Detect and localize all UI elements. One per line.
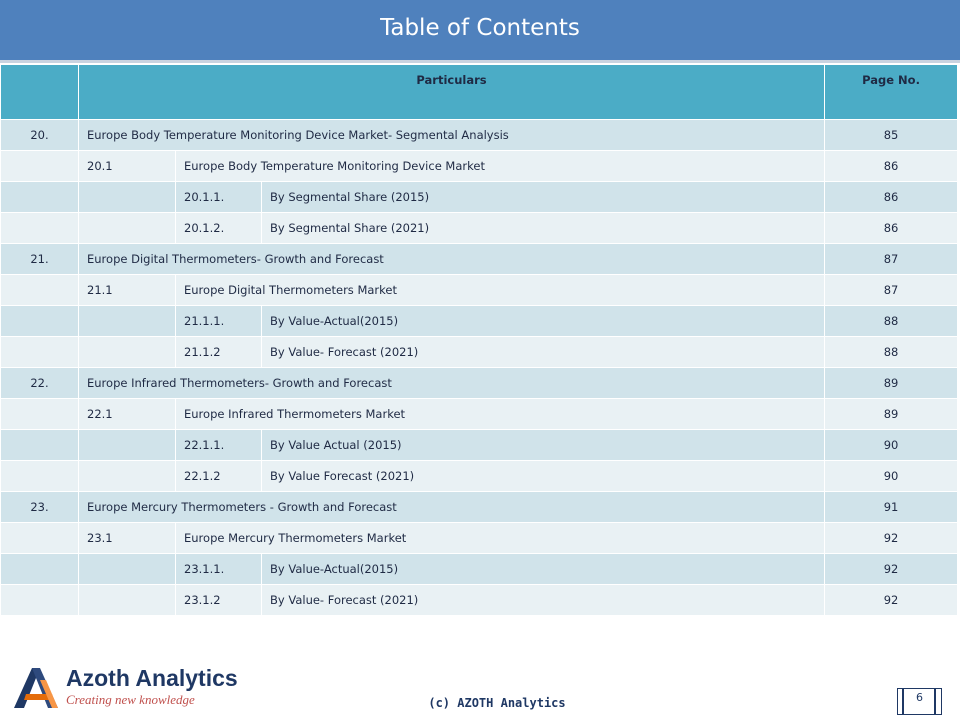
toc-section-number: 22. [1,368,79,399]
toc-row [1,244,958,275]
toc-item-title: By Value Forecast (2021) [262,461,825,492]
toc-item-title: By Value-Actual(2015) [262,554,825,585]
toc-row [1,399,958,430]
toc-row [1,275,958,306]
toc-subsection-title: Europe Digital Thermometers Market [176,275,825,306]
toc-empty-cell [79,182,176,213]
toc-subsection-title: Europe Body Temperature Monitoring Device Market [176,151,825,182]
toc-item-number: 23.1.1. [176,554,262,585]
toc-page-number: 85 [825,120,958,151]
toc-page-number: 90 [825,461,958,492]
toc-item-title: By Value- Forecast (2021) [262,337,825,368]
toc-empty-cell [79,337,176,368]
toc-empty-cell [79,306,176,337]
toc-section-number: 23. [1,492,79,523]
toc-empty-cell [1,585,79,616]
toc-item-title: By Value Actual (2015) [262,430,825,461]
toc-item-title: By Segmental Share (2021) [262,213,825,244]
toc-page-number: 86 [825,213,958,244]
toc-page-number: 92 [825,554,958,585]
toc-empty-cell [1,182,79,213]
toc-item-number: 21.1.1. [176,306,262,337]
toc-row [1,523,958,554]
toc-empty-cell [1,151,79,182]
toc-empty-cell [79,554,176,585]
toc-empty-cell [1,337,79,368]
toc-item-number: 20.1.2. [176,213,262,244]
toc-section-title: Europe Infrared Thermometers- Growth and Forecast [79,368,825,399]
toc-item-number: 22.1.2 [176,461,262,492]
toc-empty-cell [1,213,79,244]
page-number: 6 [916,691,923,704]
title-bar-shadow [0,60,960,63]
toc-subsection-number: 20.1 [79,151,176,182]
toc-section-title: Europe Mercury Thermometers - Growth and Forecast [79,492,825,523]
toc-item-title: By Value-Actual(2015) [262,306,825,337]
toc-page-number: 90 [825,430,958,461]
toc-row [1,306,958,337]
toc-page-number: 89 [825,368,958,399]
toc-row [1,492,958,523]
toc-table [0,64,958,616]
toc-section-number: 21. [1,244,79,275]
toc-page-number: 86 [825,151,958,182]
toc-row [1,430,958,461]
toc-item-number: 22.1.1. [176,430,262,461]
toc-row [1,585,958,616]
copyright-text: (c) AZOTH Analytics [428,696,566,710]
toc-empty-cell [1,461,79,492]
toc-row [1,554,958,585]
toc-subsection-number: 23.1 [79,523,176,554]
page-number-box [897,688,942,715]
toc-empty-cell [1,275,79,306]
toc-page-number: 87 [825,244,958,275]
toc-empty-cell [79,461,176,492]
toc-page-number: 92 [825,523,958,554]
toc-row [1,461,958,492]
toc-subsection-title: Europe Infrared Thermometers Market [176,399,825,430]
toc-item-title: By Segmental Share (2015) [262,182,825,213]
toc-row [1,182,958,213]
toc-empty-cell [79,430,176,461]
toc-header-row [1,65,958,120]
header-particulars: Particulars [79,65,825,120]
toc-empty-cell [79,213,176,244]
toc-item-number: 23.1.2 [176,585,262,616]
toc-body [1,120,958,616]
toc-subsection-number: 21.1 [79,275,176,306]
toc-page-number: 92 [825,585,958,616]
toc-row [1,120,958,151]
toc-row [1,368,958,399]
header-page-no: Page No. [825,65,958,120]
toc-empty-cell [1,554,79,585]
toc-page-number: 88 [825,337,958,368]
toc-section-number: 20. [1,120,79,151]
toc-empty-cell [1,306,79,337]
toc-subsection-number: 22.1 [79,399,176,430]
page-title: Table of Contents [380,15,580,41]
header-blank-cell [1,65,79,120]
toc-empty-cell [79,585,176,616]
toc-section-title: Europe Digital Thermometers- Growth and Forecast [79,244,825,275]
toc-section-title: Europe Body Temperature Monitoring Device Market- Segmental Analysis [79,120,825,151]
toc-item-number: 21.1.2 [176,337,262,368]
toc-row [1,213,958,244]
toc-page-number: 88 [825,306,958,337]
toc-empty-cell [1,430,79,461]
toc-row [1,337,958,368]
logo-tagline: Creating new knowledge [66,692,195,707]
toc-empty-cell [1,523,79,554]
toc-item-title: By Value- Forecast (2021) [262,585,825,616]
toc-subsection-title: Europe Mercury Thermometers Market [176,523,825,554]
toc-page-number: 89 [825,399,958,430]
toc-page-number: 91 [825,492,958,523]
toc-empty-cell [1,399,79,430]
toc-row [1,151,958,182]
toc-item-number: 20.1.1. [176,182,262,213]
logo-name: Azoth Analytics [66,665,238,691]
toc-page-number: 87 [825,275,958,306]
toc-page-number: 86 [825,182,958,213]
